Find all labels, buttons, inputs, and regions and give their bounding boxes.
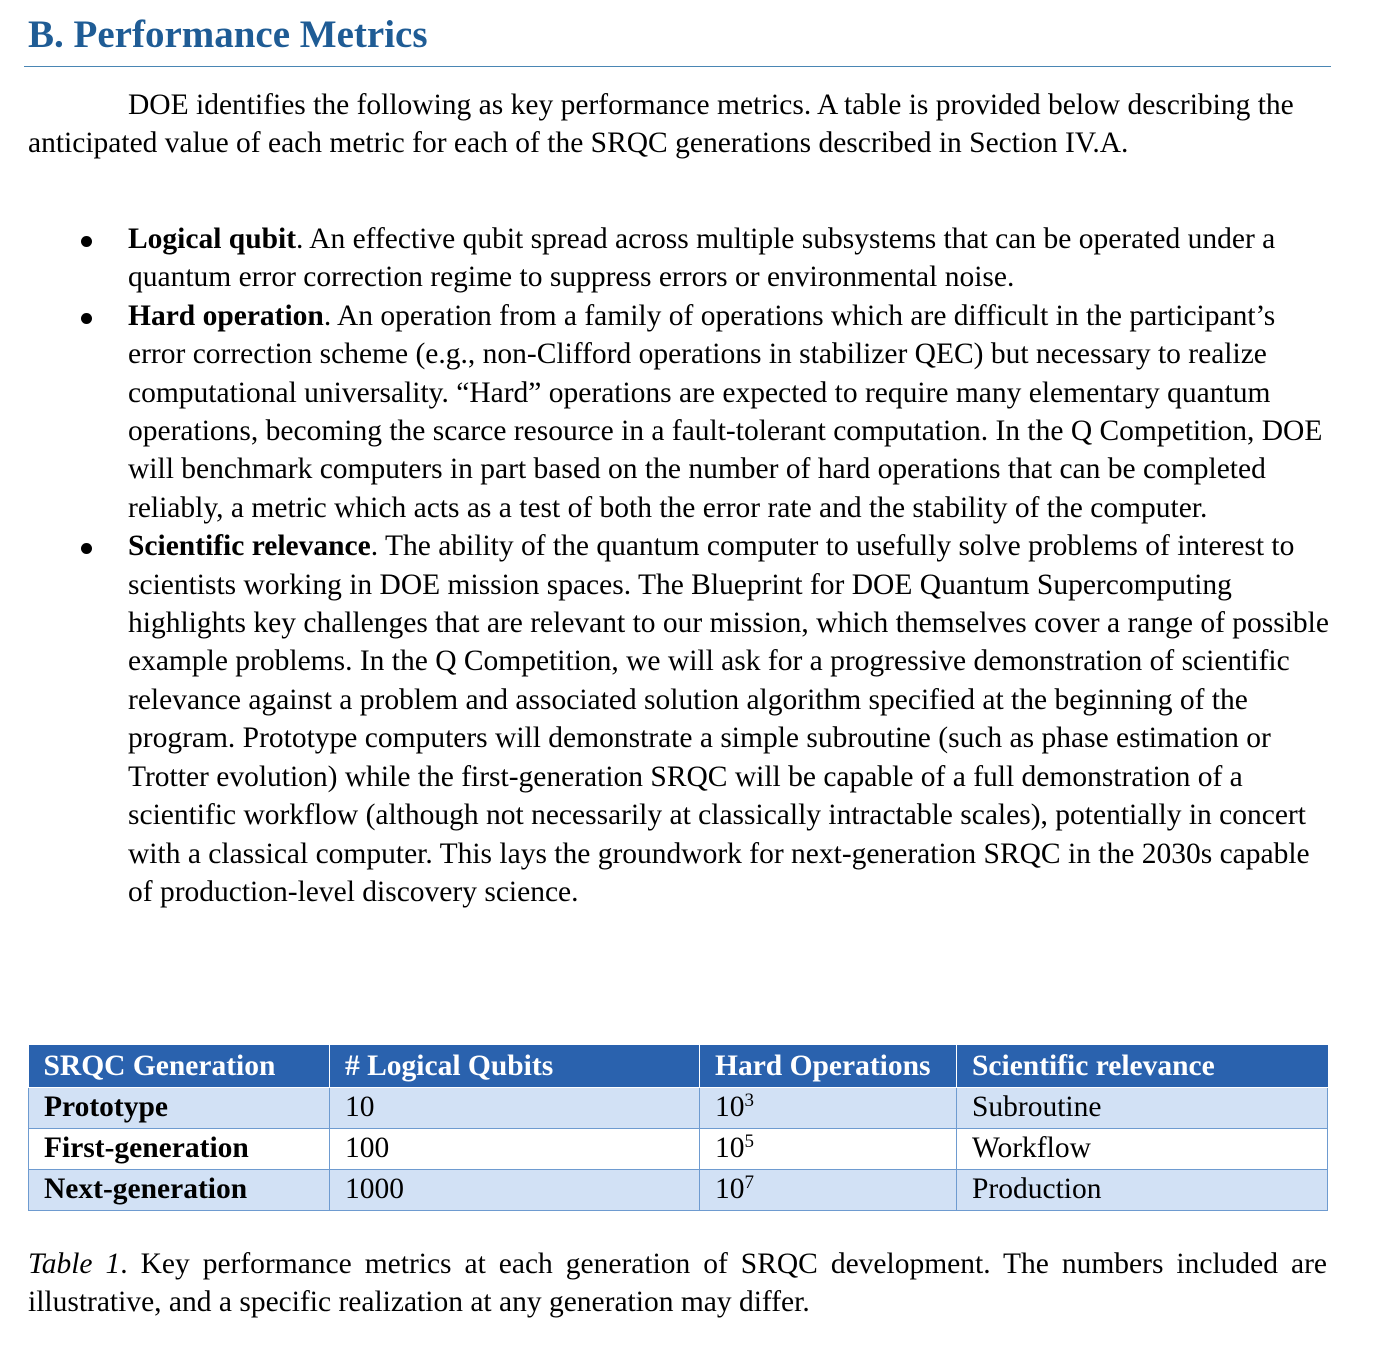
hard-ops-base: 10	[715, 1091, 745, 1123]
hard-ops-exponent: 7	[744, 1172, 754, 1193]
metric-term: Scientific relevance	[128, 530, 371, 563]
column-header: # Logical Qubits	[330, 1045, 700, 1088]
metric-term: Logical qubit	[128, 223, 297, 255]
hard-ops-base: 10	[715, 1132, 745, 1164]
relevance-cell: Production	[957, 1170, 1328, 1211]
hard-ops-exponent: 3	[744, 1090, 754, 1111]
generation-cell: First-generation	[29, 1129, 330, 1170]
metrics-list	[0, 220, 1330, 911]
bullet-icon	[81, 543, 92, 554]
bullet-icon	[81, 313, 92, 324]
table-row	[29, 1170, 1328, 1211]
logical-qubits-cell: 10	[330, 1088, 700, 1129]
column-header: Hard Operations	[700, 1045, 957, 1088]
list-item	[0, 527, 1330, 911]
generation-cell: Next-generation	[29, 1170, 330, 1211]
hard-ops-base: 10	[715, 1173, 745, 1205]
logical-qubits-cell: 100	[330, 1129, 700, 1170]
hard-operations-cell	[700, 1170, 957, 1211]
metric-term: Hard operation	[128, 299, 324, 332]
list-item	[0, 220, 1330, 297]
list-item	[0, 297, 1330, 527]
metric-description: . An operation from a family of operations which are difficult in the participant’s error correction scheme (e.g., non-Clifford operations in stabilizer QEC) but necessary to realize computational universality. “Hard” operations are expected to require many elementary quantum operations, becoming the scarce resource in a fault-tolerant computation. In the Q Competition, DOE will benchmark computers in part based on the number of hard operations that can be completed reliably, a metric which acts as a test of both the error rate and the stability of the computer.	[128, 299, 1323, 524]
table-caption	[28, 1245, 1327, 1322]
table-row	[29, 1088, 1328, 1129]
relevance-cell: Subroutine	[957, 1088, 1328, 1129]
section-heading: B. Performance Metrics	[28, 13, 428, 56]
hard-operations-cell	[700, 1129, 957, 1170]
heading-rule	[24, 66, 1331, 67]
metric-description: . An effective qubit spread across multiple subsystems that can be operated under a quantum error correction regime to suppress errors or environmental noise.	[128, 223, 1276, 294]
hard-ops-exponent: 5	[744, 1131, 754, 1152]
logical-qubits-cell: 1000	[330, 1170, 700, 1211]
generation-cell: Prototype	[29, 1088, 330, 1129]
table-row	[29, 1129, 1328, 1170]
hard-operations-cell	[700, 1088, 957, 1129]
table-header-row	[29, 1045, 1328, 1088]
relevance-cell: Workflow	[957, 1129, 1328, 1170]
metrics-table	[28, 1045, 1328, 1211]
bullet-icon	[81, 236, 92, 247]
metric-description: . The ability of the quantum computer to usefully solve problems of interest to scientists working in DOE mission spaces. The Blueprint for DOE Quantum Supercomputing highlights key challenges that are relevant to our mission, which themselves cover a range of possible example problems. In the Q Competition, we will ask for a progressive demonstration of scientific relevance against a problem and associated solution algorithm specified at the beginning of the program. Prototype computers will demonstrate a simple subroutine (such as phase estimation or Trotter evolution) while the first-generation SRQC will be capable of a full demonstration of a scientific workflow (although not necessarily at classically intractable scales), potentially in concert with a classical computer. This lays the groundwork for next-generation SRQC in the 2030s capable of production-level discovery science.	[128, 530, 1329, 908]
intro-paragraph: DOE identifies the following as key performance metrics. A table is provided below describing the anticipated value of each metric for each of the SRQC generations described in Section IV.A.	[28, 89, 1294, 160]
column-header: SRQC Generation	[29, 1045, 330, 1088]
caption-label: Table 1	[28, 1248, 121, 1280]
column-header: Scientific relevance	[957, 1045, 1328, 1088]
caption-text: . Key performance metrics at each generation of SRQC development. The numbers included are illustrative, and a specific realization at any generation may differ.	[28, 1248, 1327, 1319]
